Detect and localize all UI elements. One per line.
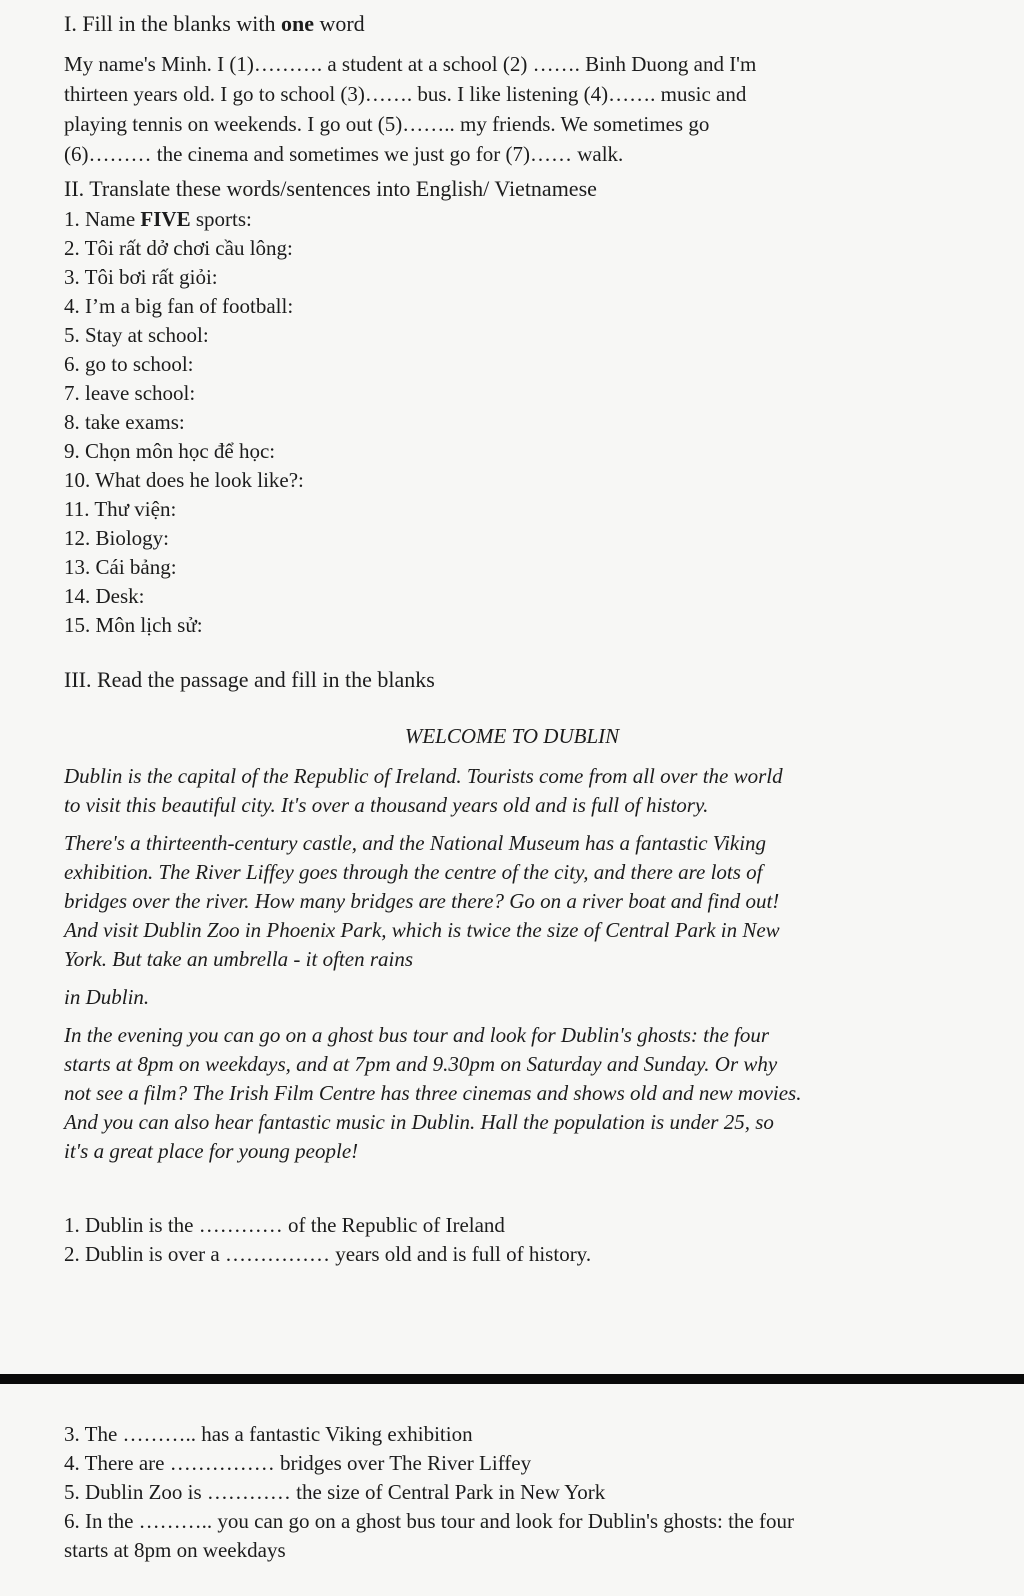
question-line: 2. Dublin is over a …………… years old and is full of history. bbox=[64, 1242, 592, 1266]
section2-item: 14. Desk: bbox=[64, 584, 145, 608]
section2-item: 13. Cái bảng: bbox=[64, 555, 177, 579]
section3-heading: III. Read the passage and fill in the blanks bbox=[64, 667, 435, 692]
passage-line: it's a great place for young people! bbox=[64, 1139, 359, 1163]
section2-item: 3. Tôi bơi rất giỏi: bbox=[64, 265, 218, 289]
passage-line: starts at 8pm on weekdays, and at 7pm and 9.30pm on Saturday and Sunday. Or why bbox=[64, 1052, 778, 1076]
section2-item: 2. Tôi rất dở chơi cầu lông: bbox=[64, 236, 293, 260]
section2-item: 4. I’m a big fan of football: bbox=[64, 294, 294, 318]
passage-title: WELCOME TO DUBLIN bbox=[404, 724, 620, 748]
passage-line: Dublin is the capital of the Republic of Ireland. Tourists come from all over the world bbox=[64, 764, 783, 788]
section1-heading: I. Fill in the blanks with one word bbox=[64, 11, 365, 36]
section2-item: 11. Thư viện: bbox=[64, 497, 177, 521]
section2-item: 7. leave school: bbox=[64, 381, 196, 405]
passage-line: bridges over the river. How many bridges are there? Go on a river boat and find out! bbox=[64, 889, 780, 913]
passage-line: And visit Dublin Zoo in Phoenix Park, which is twice the size of Central Park in New bbox=[64, 918, 780, 942]
section2-item: 8. take exams: bbox=[64, 410, 185, 434]
passage-line: not see a film? The Irish Film Centre has three cinemas and shows old and new movies. bbox=[64, 1081, 802, 1105]
section1-line: (6)……… the cinema and sometimes we just go for (7)…… walk. bbox=[64, 142, 624, 166]
question-line: 4. There are …………… bridges over The River Liffey bbox=[64, 1451, 532, 1475]
section2-heading: II. Translate these words/sentences into English/ Vietnamese bbox=[64, 176, 597, 201]
question-line: 3. The ……….. has a fantastic Viking exhibition bbox=[64, 1422, 473, 1446]
passage-line: in Dublin. bbox=[64, 985, 150, 1009]
question-line: 1. Dublin is the ………… of the Republic of Ireland bbox=[64, 1213, 505, 1237]
section2-item: 15. Môn lịch sử: bbox=[64, 613, 203, 637]
section1-line: My name's Minh. I (1)………. a student at a school (2) ……. Binh Duong and I'm bbox=[64, 52, 757, 76]
question-line: 6. In the ……….. you can go on a ghost bus tour and look for Dublin's ghosts: the four bbox=[64, 1509, 794, 1533]
section2-item: 12. Biology: bbox=[64, 526, 170, 550]
page-divider bbox=[0, 1374, 1024, 1384]
section2-item: 10. What does he look like?: bbox=[64, 468, 304, 492]
passage-line: There's a thirteenth-century castle, and the National Museum has a fantastic Viking bbox=[64, 831, 767, 855]
question-line: starts at 8pm on weekdays bbox=[64, 1538, 286, 1562]
section2-item: 1. Name FIVE sports: bbox=[64, 207, 252, 231]
section2-item: 9. Chọn môn học để học: bbox=[64, 439, 276, 463]
question-line: 5. Dublin Zoo is ………… the size of Central Park in New York bbox=[64, 1480, 606, 1504]
passage-line: In the evening you can go on a ghost bus tour and look for Dublin's ghosts: the four bbox=[64, 1023, 770, 1047]
section2-item: 6. go to school: bbox=[64, 352, 194, 376]
section1-line: playing tennis on weekends. I go out (5)…….. my friends. We sometimes go bbox=[64, 112, 710, 136]
section2-item: 5. Stay at school: bbox=[64, 323, 209, 347]
passage-line: And you can also hear fantastic music in Dublin. Hall the population is under 25, so bbox=[64, 1110, 774, 1134]
section1-line: thirteen years old. I go to school (3)……. bus. I like listening (4)……. music and bbox=[64, 82, 747, 106]
passage-line: York. But take an umbrella - it often rains bbox=[64, 947, 414, 971]
passage-line: exhibition. The River Liffey goes through the centre of the city, and there are lots of bbox=[64, 860, 763, 884]
passage-line: to visit this beautiful city. It's over a thousand years old and is full of history. bbox=[64, 793, 709, 817]
